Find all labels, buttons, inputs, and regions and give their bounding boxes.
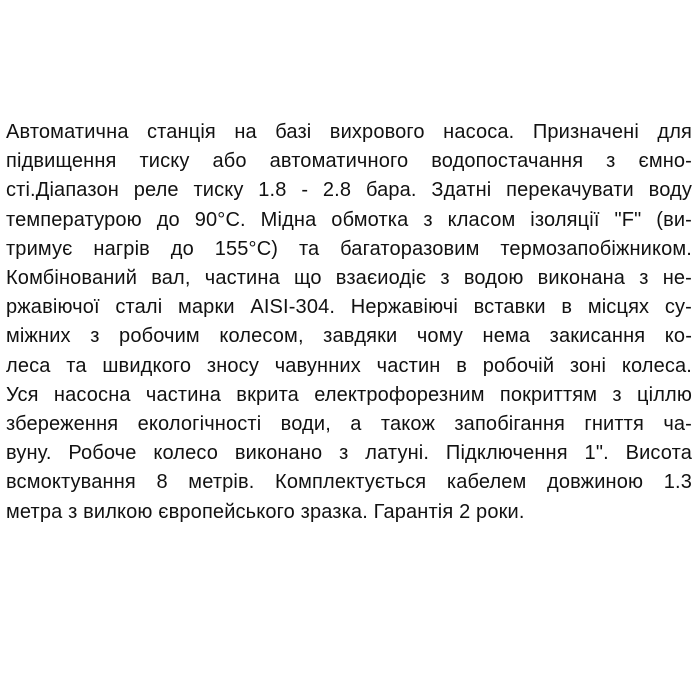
text-line: Уся насосна частина вкрита електрофорезним покриттям з ціллю xyxy=(6,383,692,406)
text-line: підвищення тиску або автоматичного водопостачання з ємно- xyxy=(6,150,692,173)
text-line: тримує нагрів до 155°С) та багаторазовим термозапобіжником. xyxy=(6,237,692,260)
text-line: Комбінований вал, частина що взаєиодіє з водою виконана з не- xyxy=(6,267,692,290)
text-line: леса та швидкого зносу чавунних частин в робочій зоні колеса. xyxy=(6,354,692,377)
text-line: ржавіючої сталі марки AISI-304. Нержавіючі вставки в місцях су- xyxy=(6,296,692,319)
product-description xyxy=(6,118,692,527)
text-line: метра з вилкою європейського зразка. Гарантія 2 роки. xyxy=(6,500,525,523)
text-line: температурою до 90°С. Мідна обмотка з класом ізоляції "F" (ви- xyxy=(6,208,692,231)
text-line: Автоматична станція на базі вихрового насоса. Призначені для xyxy=(6,121,692,143)
text-line: сті.Діапазон реле тиску 1.8 - 2.8 бара. Здатні перекачувати воду xyxy=(6,179,692,202)
text-line: вуну. Робоче колесо виконано з латуні. Підключення 1". Висота xyxy=(6,442,692,465)
text-line: всмоктування 8 метрів. Комплектується кабелем довжиною 1.3 xyxy=(6,471,692,494)
text-line: міжних з робочим колесом, завдяки чому нема закисання ко- xyxy=(6,325,692,348)
text-line: збереження екологічності води, а також запобігання гниття ча- xyxy=(6,413,692,436)
